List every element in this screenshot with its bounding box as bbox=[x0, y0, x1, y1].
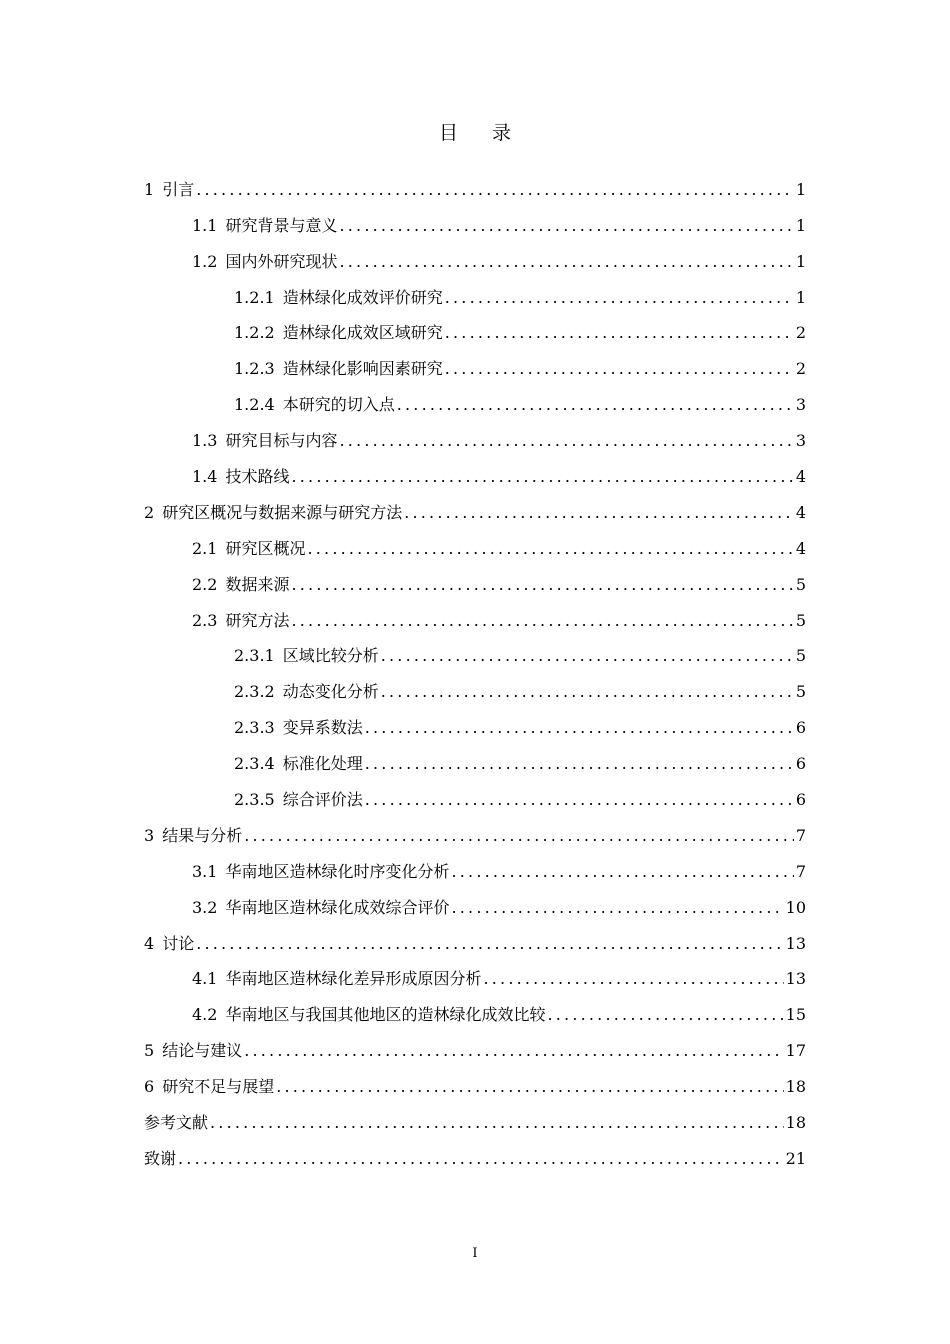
toc-entry-number: 6 bbox=[144, 1077, 155, 1097]
toc-dot-leader bbox=[547, 997, 783, 1033]
toc-entry-title: 研究方法 bbox=[225, 610, 290, 630]
toc-entry-number: 2.2 bbox=[192, 574, 218, 594]
toc-entry[interactable] bbox=[144, 674, 806, 710]
toc-entry-title: 引言 bbox=[162, 179, 195, 199]
toc-dot-leader bbox=[339, 423, 793, 459]
toc-dot-leader bbox=[307, 531, 793, 567]
toc-entry[interactable] bbox=[144, 495, 806, 531]
toc-entry[interactable] bbox=[144, 1141, 806, 1177]
toc-entry-title: 华南地区造林绿化差异形成原因分析 bbox=[225, 969, 482, 989]
toc-entry-page-number: 3 bbox=[795, 395, 806, 415]
toc-entry-number: 2.3.1 bbox=[234, 646, 275, 666]
toc-entry-page-number: 2 bbox=[795, 359, 806, 379]
toc-entry-page-number: 18 bbox=[785, 1113, 806, 1133]
toc-entry-page-number: 17 bbox=[785, 1041, 806, 1061]
toc-entry-title: 华南地区造林绿化时序变化分析 bbox=[225, 861, 450, 881]
toc-dot-leader bbox=[291, 459, 793, 495]
toc-entry[interactable] bbox=[144, 926, 806, 962]
toc-entry[interactable] bbox=[144, 997, 806, 1033]
toc-entry-page-number: 5 bbox=[795, 646, 806, 666]
toc-entry[interactable] bbox=[144, 423, 806, 459]
toc-dot-leader bbox=[339, 244, 793, 280]
toc-entry-title: 技术路线 bbox=[225, 467, 290, 487]
toc-entry-page-number: 1 bbox=[795, 215, 806, 235]
toc-entry-number: 1 bbox=[144, 179, 155, 199]
toc-entry-number: 1.3 bbox=[192, 431, 218, 451]
toc-entry-number: 1.1 bbox=[192, 215, 218, 235]
toc-entry-number: 5 bbox=[144, 1041, 155, 1061]
toc-entry[interactable] bbox=[144, 172, 806, 208]
toc-entry-page-number: 15 bbox=[785, 1005, 806, 1025]
toc-entry[interactable] bbox=[144, 710, 806, 746]
toc-entry-title: 结果与分析 bbox=[162, 825, 243, 845]
toc-entry-page-number: 5 bbox=[795, 574, 806, 594]
toc-dot-leader bbox=[178, 1141, 784, 1177]
toc-entry-number: 3.2 bbox=[192, 897, 218, 917]
toc-entry-page-number: 4 bbox=[795, 467, 806, 487]
toc-entry-page-number: 6 bbox=[795, 718, 806, 738]
toc-entry-title: 致谢 bbox=[144, 1148, 177, 1168]
toc-entry-number: 2.3.2 bbox=[234, 682, 275, 702]
toc-dot-leader bbox=[365, 782, 794, 818]
toc-dot-leader bbox=[451, 854, 793, 890]
toc-entry[interactable] bbox=[144, 351, 806, 387]
toc-dot-leader bbox=[451, 890, 783, 926]
toc-entry-title: 研究不足与展望 bbox=[162, 1077, 275, 1097]
toc-dot-leader bbox=[381, 674, 794, 710]
toc-entry[interactable] bbox=[144, 531, 806, 567]
toc-dot-leader bbox=[339, 208, 793, 244]
toc-entry-title: 国内外研究现状 bbox=[225, 251, 338, 271]
toc-entry-page-number: 5 bbox=[795, 682, 806, 702]
toc-entry-page-number: 5 bbox=[795, 610, 806, 630]
toc-entry-number: 1.2 bbox=[192, 251, 218, 271]
toc-entry-page-number: 4 bbox=[795, 502, 806, 522]
toc-entry-number: 2 bbox=[144, 502, 155, 522]
toc-entry-number: 2.3.3 bbox=[234, 718, 275, 738]
toc-entry-page-number: 6 bbox=[795, 790, 806, 810]
toc-entry-title: 华南地区与我国其他地区的造林绿化成效比较 bbox=[225, 1005, 546, 1025]
toc-entry-page-number: 1 bbox=[795, 287, 806, 307]
toc-entry-title: 动态变化分析 bbox=[282, 682, 379, 702]
toc-entry-page-number: 4 bbox=[795, 538, 806, 558]
toc-entry[interactable] bbox=[144, 782, 806, 818]
toc-entry-number: 3 bbox=[144, 825, 155, 845]
toc-entry-number: 1.2.1 bbox=[234, 287, 275, 307]
toc-entry[interactable] bbox=[144, 639, 806, 675]
toc-entry-title: 本研究的切入点 bbox=[282, 395, 395, 415]
toc-entry[interactable] bbox=[144, 459, 806, 495]
toc-entry-number: 1.2.2 bbox=[234, 323, 275, 343]
toc-entry[interactable] bbox=[144, 603, 806, 639]
toc-entry-title: 研究区概况与数据来源与研究方法 bbox=[162, 502, 403, 522]
toc-dot-leader bbox=[196, 926, 783, 962]
toc-entry[interactable] bbox=[144, 567, 806, 603]
toc-entry-number: 3.1 bbox=[192, 861, 218, 881]
toc-dot-leader bbox=[397, 387, 794, 423]
toc-dot-leader bbox=[445, 315, 794, 351]
toc-entry-number: 4.1 bbox=[192, 969, 218, 989]
toc-entry[interactable] bbox=[144, 1105, 806, 1141]
toc-entry-page-number: 7 bbox=[795, 825, 806, 845]
toc-entry-title: 华南地区造林绿化成效综合评价 bbox=[225, 897, 450, 917]
toc-entry[interactable] bbox=[144, 1069, 806, 1105]
toc-dot-leader bbox=[244, 1033, 783, 1069]
toc-dot-leader bbox=[365, 746, 794, 782]
toc-entry-page-number: 6 bbox=[795, 754, 806, 774]
toc-entry-page-number: 21 bbox=[785, 1148, 806, 1168]
toc-dot-leader bbox=[365, 710, 794, 746]
toc-entry-title: 造林绿化影响因素研究 bbox=[282, 359, 443, 379]
toc-entry-number: 4 bbox=[144, 933, 155, 953]
toc-entry-page-number: 13 bbox=[785, 969, 806, 989]
toc-entry-title: 讨论 bbox=[162, 933, 195, 953]
toc-dot-leader bbox=[404, 495, 794, 531]
toc-dot-leader bbox=[291, 567, 793, 603]
toc-entry-title: 研究目标与内容 bbox=[225, 431, 338, 451]
toc-entry-title: 参考文献 bbox=[144, 1113, 209, 1133]
table-of-contents bbox=[144, 172, 806, 1177]
toc-entry-title: 区域比较分析 bbox=[282, 646, 379, 666]
toc-entry-title: 结论与建议 bbox=[162, 1041, 243, 1061]
toc-entry[interactable] bbox=[144, 387, 806, 423]
toc-entry-title: 造林绿化成效区域研究 bbox=[282, 323, 443, 343]
toc-entry[interactable] bbox=[144, 280, 806, 316]
toc-entry-page-number: 10 bbox=[785, 897, 806, 917]
toc-dot-leader bbox=[483, 961, 783, 997]
toc-entry[interactable] bbox=[144, 316, 806, 352]
toc-entry-title: 标准化处理 bbox=[282, 754, 363, 774]
toc-entry[interactable] bbox=[144, 890, 806, 926]
toc-entry-page-number: 1 bbox=[795, 251, 806, 271]
toc-dot-leader bbox=[445, 351, 794, 387]
toc-dot-leader bbox=[381, 638, 794, 674]
toc-dot-leader bbox=[276, 1069, 783, 1105]
toc-dot-leader bbox=[291, 603, 793, 639]
toc-entry-title: 数据来源 bbox=[225, 574, 290, 594]
toc-entry-number: 2.3 bbox=[192, 610, 218, 630]
toc-entry-number: 2.1 bbox=[192, 538, 218, 558]
toc-entry[interactable] bbox=[144, 818, 806, 854]
toc-entry-page-number: 18 bbox=[785, 1077, 806, 1097]
toc-dot-leader bbox=[196, 172, 794, 208]
toc-entry-number: 1.2.3 bbox=[234, 359, 275, 379]
toc-dot-leader bbox=[445, 280, 794, 316]
toc-entry-number: 1.4 bbox=[192, 467, 218, 487]
page-number-footer: I bbox=[472, 1246, 478, 1261]
toc-entry-page-number: 2 bbox=[795, 323, 806, 343]
toc-entry[interactable] bbox=[144, 244, 806, 280]
toc-entry-title: 综合评价法 bbox=[282, 790, 363, 810]
toc-entry[interactable] bbox=[144, 962, 806, 998]
toc-entry-page-number: 13 bbox=[785, 933, 806, 953]
page-title: 目 录 bbox=[438, 122, 526, 144]
toc-entry-page-number: 3 bbox=[795, 431, 806, 451]
toc-entry-title: 造林绿化成效评价研究 bbox=[282, 287, 443, 307]
toc-entry-page-number: 7 bbox=[795, 861, 806, 881]
toc-entry-number: 4.2 bbox=[192, 1005, 218, 1025]
toc-entry[interactable] bbox=[144, 854, 806, 890]
toc-entry-number: 2.3.4 bbox=[234, 754, 275, 774]
toc-entry[interactable] bbox=[144, 746, 806, 782]
toc-entry[interactable] bbox=[144, 1033, 806, 1069]
toc-entry-number: 2.3.5 bbox=[234, 790, 275, 810]
toc-dot-leader bbox=[244, 818, 794, 854]
toc-dot-leader bbox=[210, 1105, 784, 1141]
toc-entry[interactable] bbox=[144, 208, 806, 244]
toc-entry-title: 研究区概况 bbox=[225, 538, 306, 558]
toc-entry-page-number: 1 bbox=[795, 179, 806, 199]
toc-entry-number: 1.2.4 bbox=[234, 395, 275, 415]
toc-entry-title: 变异系数法 bbox=[282, 718, 363, 738]
toc-entry-title: 研究背景与意义 bbox=[225, 215, 338, 235]
